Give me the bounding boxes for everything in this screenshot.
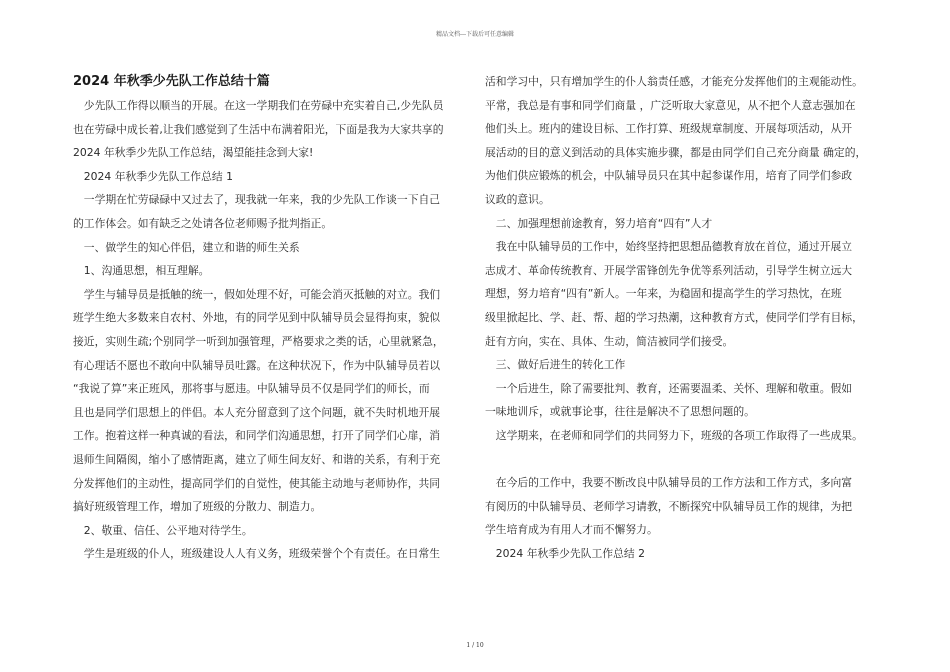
- text-line: 一味地训斥，或就事论事，往往是解决不了思想问题的。: [485, 405, 755, 419]
- text-line: 理想，努力培育“四有”新人。一年来，为稳固和提高学生的学习热忱，在班: [485, 287, 842, 301]
- text-line: 2024 年秋季少先队工作总结，渴望能挂念到大家!: [73, 146, 314, 160]
- text-line: 为他们供应锻炼的机会，中队辅导员只在其中起参谋作用，培育了同学们参政: [485, 169, 853, 183]
- text-line: 一个后进生，除了需要批判、教育，还需要温柔、关怀、理解和敬重。假如: [485, 381, 853, 395]
- text-line: 平常，我总是有事和同学们商量 ，广泛听取大家意见，从不把个人意志强加在: [485, 98, 856, 112]
- text-line: 级里掀起比、学、赶、帮、超的学习热潮，这种教育方式，使同学们学有目标，: [485, 310, 863, 324]
- page-number: 1 / 10: [466, 642, 484, 649]
- text-line: “我说了算”来正班风，那将事与愿违。中队辅导员不仅是同学们的师长，而: [73, 382, 430, 396]
- text-line: 学生是班级的仆人，班级建设人人有义务，班级荣誉个个有责任。在日常生: [73, 547, 441, 561]
- text-line: 2024 年秋季少先队工作总结 1: [73, 169, 233, 183]
- text-line: 且也是同学们思想上的伴侣。本人充分留意到了这个问题，就不失时机地开展: [73, 405, 441, 419]
- blank-line: [485, 448, 885, 472]
- text-line: 展活动的目的意义到活动的具体实施步骤，都是由同学们自己充分商量 确定的，: [485, 145, 867, 159]
- text-line: 也在劳碌中成长着,让我们感觉到了生活中布满着阳光，下面是我为大家共享的: [73, 122, 444, 136]
- text-line: 工作。抱着这样一种真诚的看法，和同学们沟通思想，打开了同学们心扉，消: [73, 429, 441, 443]
- text-line: 学生与辅导员是抵触的统一，假如处理不好，可能会消灭抵触的对立。我们: [73, 287, 441, 301]
- text-line: 有阅历的中队辅导员、老师学习请教，不断探究中队辅导员工作的规律，为把: [485, 499, 853, 513]
- text-line: 活和学习中，只有增加学生的仆人翁责任感，才能充分发挥他们的主观能动性。: [485, 75, 863, 88]
- left-body: [73, 94, 463, 566]
- text-line: 在今后的工作中，我要不断改良中队辅导员的工作方法和工作方式，多向富: [485, 476, 853, 490]
- document-title: 2024 年秋季少先队工作总结十篇: [73, 74, 270, 89]
- text-line: 他们头上。班内的建设目标、工作打算、班级规章制度、开展每项活动，从开: [485, 122, 853, 136]
- text-line: 2、敬重、信任、公平地对待学生。: [73, 523, 253, 537]
- text-line: 的工作体会。如有缺乏之处请各位老师赐予批判指正。: [73, 216, 333, 230]
- text-line: 1、沟通思想，相互理解。: [73, 264, 210, 278]
- text-line: 有心理话不愿也不敢向中队辅导员吐露。在这种状况下，作为中队辅导员若以: [73, 358, 441, 372]
- text-line: 一、做学生的知心伴侣，建立和谐的师生关系: [73, 240, 300, 254]
- text-line: 议政的意识。: [485, 192, 550, 206]
- text-line: 分发挥他们的主动性，提高同学们的自觉性，使其能主动地与老师协作，共同: [73, 476, 441, 490]
- text-line: 退师生间隔阂，缩小了感情距离，建立了师生间友好、和谐的关系，有利于充: [73, 452, 441, 466]
- text-line: 接近，实则生疏;个别同学一听到加强管理，严格要求之类的话，心里就紧急，: [73, 334, 444, 348]
- right-body: [485, 70, 885, 565]
- right-column: [485, 70, 885, 565]
- left-column: [73, 70, 463, 566]
- text-line: 搞好班级管理工作，增加了班级的分散力、制造力。: [73, 500, 322, 514]
- text-line: 志成才、革命传统教育、开展学雷锋创先争优等系列活动，引导学生树立远大: [485, 263, 853, 277]
- text-line: 一学期在忙劳碌碌中又过去了，现我就一年来，我的少先队工作谈一下自己: [73, 193, 441, 207]
- text-line: 学生培育成为有用人才而不懈努力。: [485, 523, 658, 537]
- text-line: 这学期来，在老师和同学们的共同努力下，班级的各项工作取得了一些成果。: [485, 428, 863, 442]
- text-line: 2024 年秋季少先队工作总结 2: [485, 546, 645, 560]
- text-line: 三、做好后进生的转化工作: [485, 358, 626, 372]
- text-line: 赶有方向，实在、具体、生动，简洁被同学们接受。: [485, 334, 734, 348]
- text-line: 班学生绝大多数来自农村、外地，有的同学见到中队辅导员会显得拘束，貌似: [73, 311, 441, 325]
- text-line: 二、加强理想前途教育，努力培育“四有”人才: [485, 216, 713, 230]
- page-header: 精品文档---下载后可任意编辑: [435, 31, 515, 38]
- text-line: 我在中队辅导员的工作中，始终坚持把思想品德教育放在首位，通过开展立: [485, 240, 853, 254]
- text-line: 少先队工作得以顺当的开展。在这一学期我们在劳碌中充实着自己,少先队员: [73, 99, 444, 112]
